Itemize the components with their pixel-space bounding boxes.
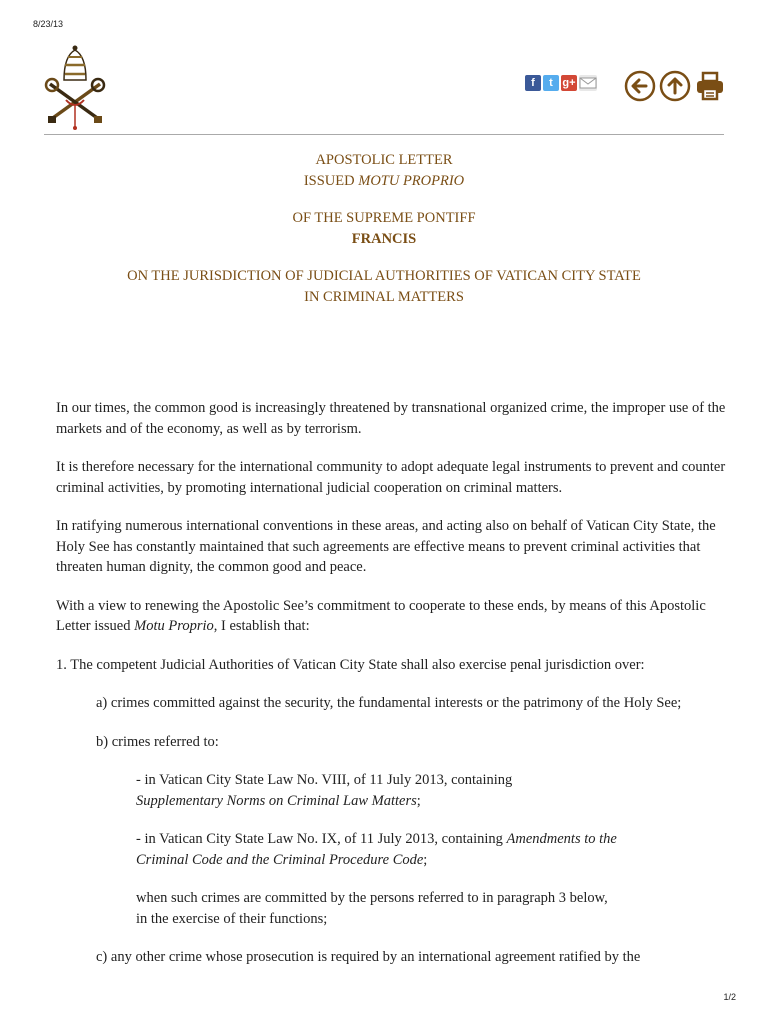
law-ix-text: - in Vatican City State Law No. IX, of 11 July 2013, containing (136, 831, 507, 847)
title-line-2-prefix: ISSUED (303, 173, 359, 189)
document-body (56, 398, 726, 986)
law-ix-end: ; (423, 851, 428, 868)
facebook-icon[interactable]: f (525, 75, 541, 91)
up-arrow-icon[interactable] (659, 70, 691, 102)
title-line-3: OF THE SUPREME PONTIFF (292, 210, 476, 226)
title-line-1: APOSTOLIC LETTER (315, 152, 453, 168)
email-icon[interactable] (579, 75, 597, 91)
google-plus-icon[interactable]: g+ (561, 75, 577, 91)
paragraph-4-end: , I establish that: (213, 618, 310, 634)
law-ix-item (136, 829, 636, 870)
paragraph-4-italic: Motu Proprio (134, 618, 214, 634)
share-bar (525, 75, 597, 91)
print-date: 8/23/13 (33, 19, 64, 29)
document-title (44, 150, 724, 308)
law-viii-end: ; (416, 792, 421, 809)
when-clause (136, 888, 726, 929)
when-clause-line-1: when such crimes are committed by the persons referred to in paragraph 3 below, (136, 890, 608, 906)
article-1-b: b) crimes referred to: (96, 733, 219, 750)
title-line-2 (44, 171, 724, 192)
law-viii-text: - in Vatican City State Law No. VIII, of 11 July 2013, containing (136, 772, 513, 788)
page-navigation (624, 70, 726, 102)
title-line-6: IN CRIMINAL MATTERS (304, 289, 464, 305)
paragraph-1: In our times, the common good is increasingly threatened by transnational organized crime, the improper use of the markets and of the economy, as well as by terrorism. (56, 400, 726, 437)
print-icon[interactable] (694, 70, 726, 102)
when-clause-line-2: in the exercise of their functions; (136, 910, 328, 927)
law-ix-title: Amendments to the Criminal Code and the Criminal Procedure Code (136, 831, 617, 868)
law-viii-title: Supplementary Norms on Criminal Law Matters (136, 792, 417, 809)
paragraph-3: In ratifying numerous international conventions in these areas, and acting also on behalf of Vatican City State, the Holy See has constantly maintained that such agreements are effective means to prevent criminal activities that threaten human dignity, the common good and peace. (56, 518, 716, 575)
page-number: 1/2 (723, 992, 736, 1002)
article-1-a: a) crimes committed against the security, the fundamental interests or the patrimony of the Holy See; (96, 695, 682, 711)
paragraph-2: It is therefore necessary for the international community to adopt adequate legal instruments to prevent and counter criminal activities, by promoting international judicial cooperation on criminal matters. (56, 459, 726, 496)
papal-coat-of-arms-icon (42, 44, 108, 130)
pontiff-name: FRANCIS (351, 231, 417, 247)
article-1: 1. The competent Judicial Authorities of Vatican City State shall also exercise penal jurisdiction over: (56, 656, 645, 673)
twitter-icon[interactable]: t (543, 75, 559, 91)
article-1-c: c) any other crime whose prosecution is required by an international agreement ratified by the (96, 949, 641, 965)
law-viii-item (136, 770, 636, 811)
header-divider (44, 134, 724, 135)
paragraph-4 (56, 596, 726, 637)
title-line-2-italic: MOTU PROPRIO (358, 173, 465, 189)
back-arrow-icon[interactable] (624, 70, 656, 102)
paragraph-4-text: With a view to renewing the Apostolic See’s commitment to cooperate to these ends, by means of this Apostolic Letter issued (56, 597, 706, 634)
title-line-5: ON THE JURISDICTION OF JUDICIAL AUTHORITIES OF VATICAN CITY STATE (127, 268, 641, 284)
